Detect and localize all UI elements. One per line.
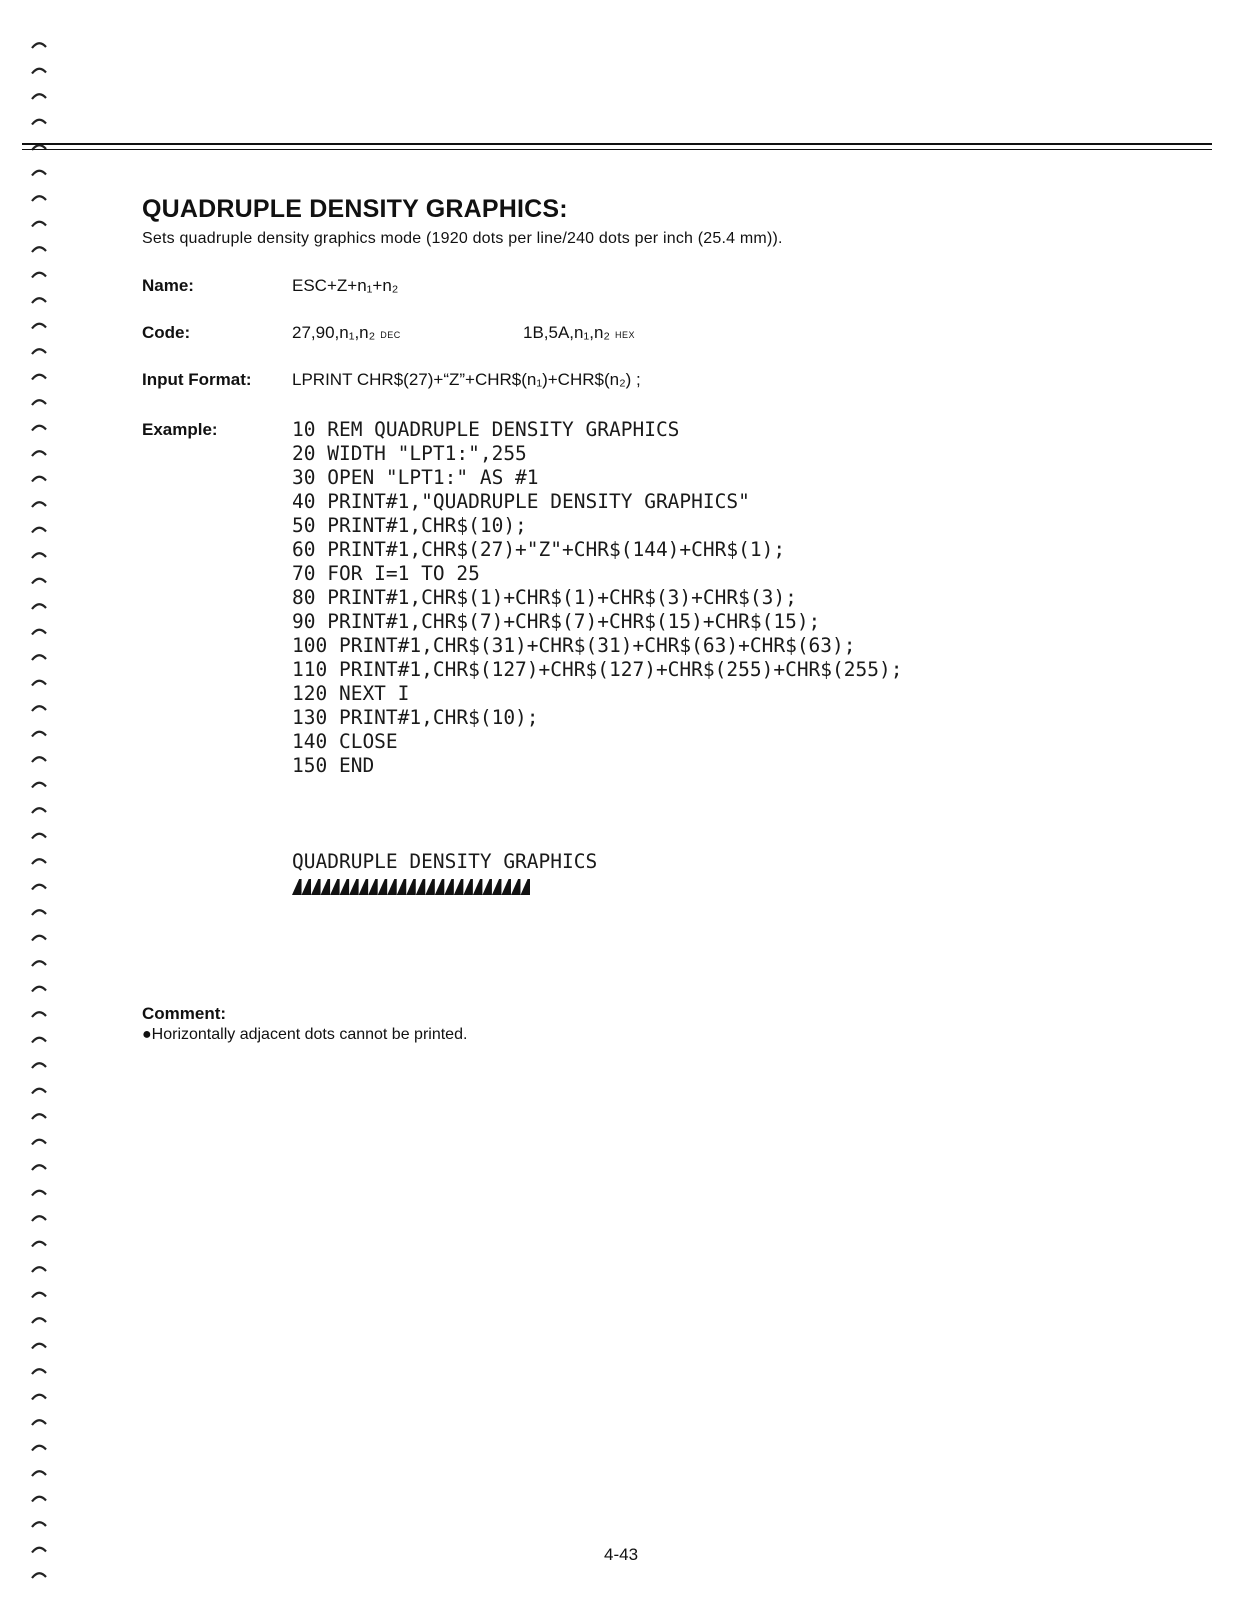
margin-marks-drawing — [30, 30, 52, 1590]
graphics-tooth — [292, 879, 302, 895]
punch-mark — [32, 324, 46, 329]
punch-mark — [32, 400, 46, 405]
name-label: Name: — [142, 276, 194, 295]
punch-mark — [32, 1369, 46, 1374]
program-line: 90 PRINT#1,CHR$(7)+CHR$(7)+CHR$(15)+CHR$(15); — [292, 610, 821, 633]
punch-mark — [32, 1038, 46, 1043]
punch-mark — [32, 859, 46, 864]
graphics-tooth — [463, 879, 473, 895]
punch-mark — [32, 732, 46, 737]
rule-thick — [22, 143, 1212, 145]
header-double-rule — [22, 143, 1212, 153]
punch-mark — [32, 298, 46, 303]
punch-mark — [32, 451, 46, 456]
program-line: 110 PRINT#1,CHR$(127)+CHR$(127)+CHR$(255)+CHR$(255); — [292, 658, 903, 681]
graphics-tooth — [302, 879, 312, 895]
page-number: 4-43 — [604, 1545, 639, 1564]
punch-mark — [32, 222, 46, 227]
code-hex-group — [523, 323, 635, 343]
punch-mark — [32, 528, 46, 533]
punch-mark — [32, 655, 46, 660]
punch-mark — [32, 783, 46, 788]
punch-mark — [32, 426, 46, 431]
punch-mark — [32, 349, 46, 354]
program-line: 30 OPEN "LPT1:" AS #1 — [292, 466, 539, 489]
punch-mark — [32, 1242, 46, 1247]
punch-mark — [32, 69, 46, 74]
punch-mark — [32, 1573, 46, 1578]
punch-mark — [32, 477, 46, 482]
program-line: 80 PRINT#1,CHR$(1)+CHR$(1)+CHR$(3)+CHR$(3); — [292, 586, 797, 609]
punch-mark — [32, 1140, 46, 1145]
program-line: 70 FOR I=1 TO 25 — [292, 562, 480, 585]
program-line: 100 PRINT#1,CHR$(31)+CHR$(31)+CHR$(63)+CHR$(63); — [292, 634, 856, 657]
punch-mark — [32, 375, 46, 380]
graphics-tooth — [425, 879, 435, 895]
punch-mark — [32, 43, 46, 48]
punch-mark — [32, 1293, 46, 1298]
punch-mark — [32, 1548, 46, 1553]
graphics-tooth — [435, 879, 445, 895]
punch-mark — [32, 1471, 46, 1476]
page-title: QUADRUPLE DENSITY GRAPHICS: — [142, 195, 568, 223]
graphics-tooth — [454, 879, 464, 895]
punch-mark — [32, 553, 46, 558]
punch-mark — [32, 1318, 46, 1323]
graphics-tooth — [387, 879, 397, 895]
program-line: 20 WIDTH "LPT1:",255 — [292, 442, 527, 465]
punch-mark — [32, 579, 46, 584]
margin-punch-marks — [30, 30, 52, 1590]
graphics-tooth — [482, 879, 492, 895]
graphics-tooth — [321, 879, 331, 895]
graphics-tooth — [520, 879, 530, 895]
program-line: 50 PRINT#1,CHR$(10); — [292, 514, 527, 537]
punch-mark — [32, 1395, 46, 1400]
punch-mark — [32, 961, 46, 966]
program-line: 130 PRINT#1,CHR$(10); — [292, 706, 539, 729]
example-label: Example: — [142, 420, 218, 439]
graphics-tooth — [406, 879, 416, 895]
punch-mark — [32, 808, 46, 813]
name-value: ESC+Z+n₁+n₂ — [292, 276, 399, 295]
example-program — [292, 418, 902, 778]
graphics-tooth — [368, 879, 378, 895]
program-line: 150 END — [292, 754, 375, 777]
punch-mark — [32, 1191, 46, 1196]
graphics-tooth — [501, 879, 511, 895]
punch-mark — [32, 120, 46, 125]
punch-mark — [32, 94, 46, 99]
punch-mark — [32, 885, 46, 890]
punch-mark — [32, 757, 46, 762]
graphics-tooth — [340, 879, 350, 895]
punch-mark — [32, 247, 46, 252]
graphics-tooth — [397, 879, 407, 895]
code-dec-value: 27,90,n₁,n₂ — [292, 323, 376, 342]
graphics-tooth — [473, 879, 483, 895]
punch-mark — [32, 1063, 46, 1068]
comment-heading: Comment: — [142, 1004, 227, 1023]
punch-mark — [32, 1089, 46, 1094]
punch-mark — [32, 834, 46, 839]
punch-mark — [32, 1497, 46, 1502]
code-dec-group — [292, 323, 401, 343]
punch-mark — [32, 1420, 46, 1425]
page-description: Sets quadruple density graphics mode (1920 dots per line/240 dots per inch (25.4 mm)). — [142, 230, 783, 247]
sample-output-graphics — [292, 877, 530, 895]
punch-mark — [32, 1446, 46, 1451]
punch-mark — [32, 273, 46, 278]
punch-mark — [32, 171, 46, 176]
punch-mark — [32, 936, 46, 941]
input-format-label: Input Format: — [142, 370, 252, 389]
program-line: 40 PRINT#1,"QUADRUPLE DENSITY GRAPHICS" — [292, 490, 750, 513]
graphics-tooth — [416, 879, 426, 895]
program-line: 10 REM QUADRUPLE DENSITY GRAPHICS — [292, 418, 680, 441]
punch-mark — [32, 630, 46, 635]
graphics-tooth — [511, 879, 521, 895]
punch-mark — [32, 1165, 46, 1170]
punch-mark — [32, 1344, 46, 1349]
punch-mark — [32, 1522, 46, 1527]
program-line: 60 PRINT#1,CHR$(27)+"Z"+CHR$(144)+CHR$(1); — [292, 538, 786, 561]
punch-mark — [32, 604, 46, 609]
punch-mark — [32, 1012, 46, 1017]
punch-mark — [32, 1267, 46, 1272]
code-dec-tag: DEC — [380, 330, 401, 340]
comment-item: ●Horizontally adjacent dots cannot be printed. — [142, 1026, 468, 1043]
program-line: 140 CLOSE — [292, 730, 398, 753]
code-label: Code: — [142, 323, 191, 342]
code-hex-tag: HEX — [615, 330, 636, 340]
rule-thin — [22, 149, 1212, 150]
sample-output-text: QUADRUPLE DENSITY GRAPHICS — [292, 850, 598, 873]
graphics-tooth — [359, 879, 369, 895]
graphics-tooth — [349, 879, 359, 895]
code-hex-value: 1B,5A,n₁,n₂ — [523, 323, 611, 342]
punch-mark — [32, 502, 46, 507]
punch-mark — [32, 1114, 46, 1119]
program-line: 120 NEXT I — [292, 682, 410, 705]
graphics-tooth — [311, 879, 321, 895]
punch-mark — [32, 910, 46, 915]
punch-mark — [32, 681, 46, 686]
punch-mark — [32, 987, 46, 992]
punch-mark — [32, 1216, 46, 1221]
punch-mark — [32, 196, 46, 201]
graphics-tooth — [444, 879, 454, 895]
graphics-tooth — [492, 879, 502, 895]
graphics-tooth — [378, 879, 388, 895]
punch-mark — [32, 706, 46, 711]
input-format-value: LPRINT CHR$(27)+“Z”+CHR$(n₁)+CHR$(n₂) ; — [292, 370, 641, 389]
graphics-tooth — [330, 879, 340, 895]
